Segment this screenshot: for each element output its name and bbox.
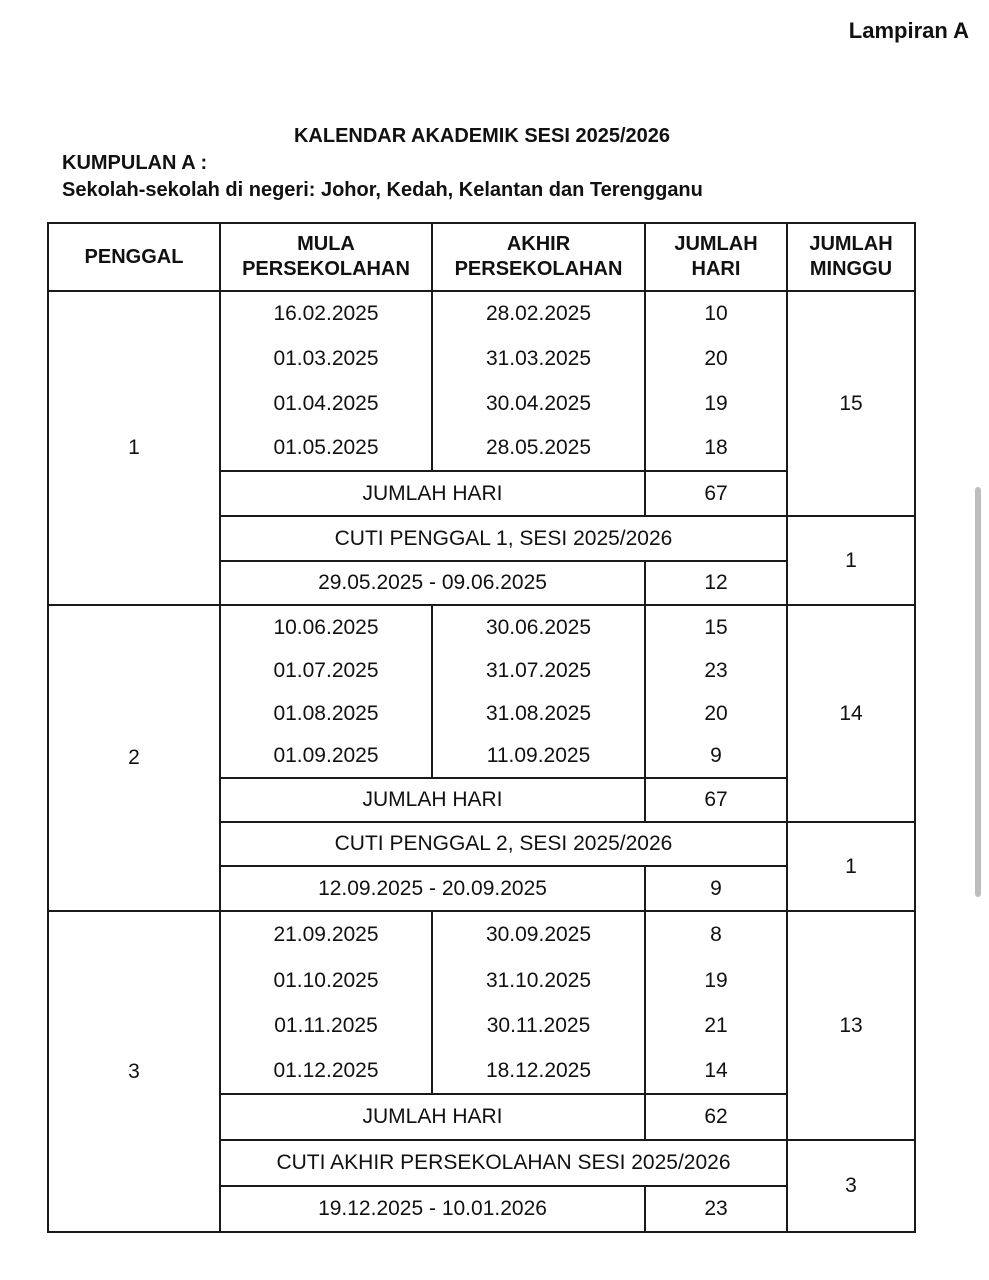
group-info xyxy=(62,150,703,204)
term-number: 1 xyxy=(48,291,220,605)
appendix-label: Lampiran A xyxy=(848,18,969,43)
total-days: 62 xyxy=(645,1094,787,1140)
end-date: 30.04.2025 xyxy=(432,381,645,426)
break-range: 29.05.2025 - 09.06.2025 xyxy=(220,561,645,605)
start-date: 01.07.2025 xyxy=(220,649,432,692)
day-count: 20 xyxy=(645,692,787,735)
end-date: 28.05.2025 xyxy=(432,426,645,471)
col-header-start: MULA PERSEKOLAHAN xyxy=(220,223,432,291)
break-weeks: 1 xyxy=(787,822,915,911)
term-number: 3 xyxy=(48,911,220,1232)
start-date: 10.06.2025 xyxy=(220,605,432,649)
start-date: 21.09.2025 xyxy=(220,911,432,958)
total-label: JUMLAH HARI xyxy=(220,471,645,516)
end-date: 31.08.2025 xyxy=(432,692,645,735)
break-title: CUTI PENGGAL 1, SESI 2025/2026 xyxy=(220,516,787,561)
day-count: 19 xyxy=(645,381,787,426)
table-row xyxy=(48,291,915,336)
break-title: CUTI AKHIR PERSEKOLAHAN SESI 2025/2026 xyxy=(220,1140,787,1186)
term-1 xyxy=(48,291,915,605)
day-count: 10 xyxy=(645,291,787,336)
day-count: 18 xyxy=(645,426,787,471)
break-range: 12.09.2025 - 20.09.2025 xyxy=(220,866,645,911)
total-days: 67 xyxy=(645,471,787,516)
table-row xyxy=(48,605,915,649)
week-count: 15 xyxy=(787,291,915,516)
start-date: 01.05.2025 xyxy=(220,426,432,471)
total-label: JUMLAH HARI xyxy=(220,778,645,822)
start-date: 01.03.2025 xyxy=(220,336,432,381)
document-title: KALENDAR AKADEMIK SESI 2025/2026 xyxy=(293,125,671,147)
break-weeks: 1 xyxy=(787,516,915,605)
break-days: 12 xyxy=(645,561,787,605)
col-header-weeks: JUMLAH MINGGU xyxy=(787,223,915,291)
end-date: 31.03.2025 xyxy=(432,336,645,381)
end-date: 28.02.2025 xyxy=(432,291,645,336)
term-2 xyxy=(48,605,915,911)
group-label: KUMPULAN A : xyxy=(62,152,208,174)
day-count: 14 xyxy=(645,1048,787,1094)
term-number: 2 xyxy=(48,605,220,911)
header-row xyxy=(48,223,915,291)
end-date: 18.12.2025 xyxy=(432,1048,645,1094)
start-date: 01.08.2025 xyxy=(220,692,432,735)
end-date: 30.06.2025 xyxy=(432,605,645,649)
break-days: 23 xyxy=(645,1186,787,1232)
end-date: 31.10.2025 xyxy=(432,958,645,1003)
day-count: 15 xyxy=(645,605,787,649)
col-header-days: JUMLAH HARI xyxy=(645,223,787,291)
start-date: 01.09.2025 xyxy=(220,735,432,778)
states-line: Sekolah-sekolah di negeri: Johor, Kedah, Kelantan dan Terengganu xyxy=(62,179,703,201)
end-date: 30.09.2025 xyxy=(432,911,645,958)
week-count: 13 xyxy=(787,911,915,1140)
col-header-penggal: PENGGAL xyxy=(48,223,220,291)
end-date: 11.09.2025 xyxy=(432,735,645,778)
week-count: 14 xyxy=(787,605,915,822)
start-date: 01.10.2025 xyxy=(220,958,432,1003)
start-date: 01.04.2025 xyxy=(220,381,432,426)
break-weeks: 3 xyxy=(787,1140,915,1232)
end-date: 31.07.2025 xyxy=(432,649,645,692)
table-row xyxy=(48,911,915,958)
calendar-table xyxy=(47,222,916,1233)
start-date: 01.12.2025 xyxy=(220,1048,432,1094)
break-range: 19.12.2025 - 10.01.2026 xyxy=(220,1186,645,1232)
day-count: 21 xyxy=(645,1003,787,1048)
day-count: 19 xyxy=(645,958,787,1003)
total-days: 67 xyxy=(645,778,787,822)
day-count: 8 xyxy=(645,911,787,958)
col-header-end: AKHIR PERSEKOLAHAN xyxy=(432,223,645,291)
break-title: CUTI PENGGAL 2, SESI 2025/2026 xyxy=(220,822,787,866)
start-date: 16.02.2025 xyxy=(220,291,432,336)
scrollbar-thumb[interactable] xyxy=(975,487,981,897)
start-date: 01.11.2025 xyxy=(220,1003,432,1048)
day-count: 23 xyxy=(645,649,787,692)
term-3 xyxy=(48,911,915,1232)
total-label: JUMLAH HARI xyxy=(220,1094,645,1140)
end-date: 30.11.2025 xyxy=(432,1003,645,1048)
day-count: 9 xyxy=(645,735,787,778)
day-count: 20 xyxy=(645,336,787,381)
break-days: 9 xyxy=(645,866,787,911)
